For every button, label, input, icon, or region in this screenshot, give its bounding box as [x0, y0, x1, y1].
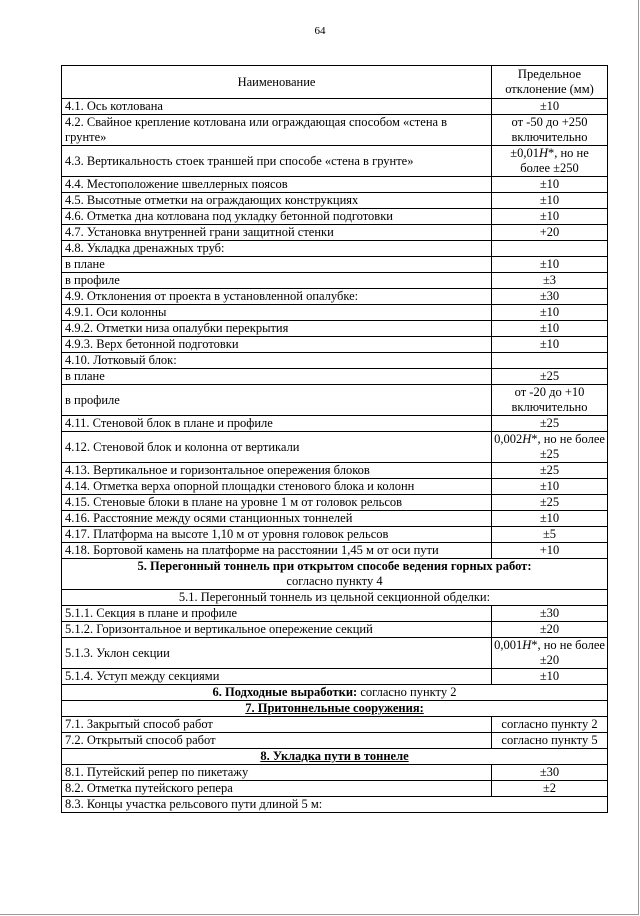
table-row — [62, 193, 608, 209]
row-value: ±25 — [492, 463, 608, 479]
row-value: ±10 — [492, 305, 608, 321]
table-row — [62, 765, 608, 781]
row-value: ±10 — [492, 337, 608, 353]
section-subtitle: согласно пункту 4 — [286, 574, 383, 588]
table-row — [62, 99, 608, 115]
table-row — [62, 543, 608, 559]
table-row — [62, 638, 608, 669]
table-row — [62, 257, 608, 273]
section-suffix: согласно пункту 2 — [357, 685, 457, 699]
row-name: 4.11. Стеновой блок в плане и профиле — [62, 416, 492, 432]
header-name: Наименование — [62, 66, 492, 99]
row-name: 4.3. Вертикальность стоек траншей при способе «стена в грунте» — [62, 146, 492, 177]
row-value: ±10 — [492, 321, 608, 337]
row-name: 4.12. Стеновой блок и колонна от вертикали — [62, 432, 492, 463]
table-row — [62, 606, 608, 622]
section-title: 5. Перегонный тоннель при открытом способе ведения горных работ: — [137, 559, 532, 573]
row-name: 5.1.2. Горизонтальное и вертикальное опережение секций — [62, 622, 492, 638]
table-row — [62, 177, 608, 193]
row-value: ±10 — [492, 257, 608, 273]
row-value: ±25 — [492, 495, 608, 511]
row-name: в плане — [62, 257, 492, 273]
row-value: ±25 — [492, 416, 608, 432]
row-name: 4.9.3. Верх бетонной подготовки — [62, 337, 492, 353]
row-name: 4.8. Укладка дренажных труб: — [62, 241, 492, 257]
row-name: 8.1. Путейский репер по пикетажу — [62, 765, 492, 781]
table-row — [62, 717, 608, 733]
table-row — [62, 289, 608, 305]
row-value: ±30 — [492, 289, 608, 305]
row-name: 5.1.1. Секция в плане и профиле — [62, 606, 492, 622]
subsection-row — [62, 797, 608, 813]
row-name: 4.9.2. Отметки низа опалубки перекрытия — [62, 321, 492, 337]
row-value: ±3 — [492, 273, 608, 289]
table-row — [62, 781, 608, 797]
table-row — [62, 527, 608, 543]
table-row — [62, 353, 608, 369]
row-name: 4.9. Отклонения от проекта в установленной опалубке: — [62, 289, 492, 305]
page-number: 64 — [314, 25, 326, 37]
row-name: в плане — [62, 369, 492, 385]
row-value: от -50 до +250 включительно — [492, 115, 608, 146]
row-value: ±30 — [492, 606, 608, 622]
row-name: в профиле — [62, 273, 492, 289]
table-row — [62, 733, 608, 749]
table-row — [62, 669, 608, 685]
table-row — [62, 321, 608, 337]
row-name: в профиле — [62, 385, 492, 416]
row-value: ±10 — [492, 99, 608, 115]
row-name: 8.2. Отметка путейского репера — [62, 781, 492, 797]
table-row — [62, 146, 608, 177]
table-row — [62, 209, 608, 225]
table-row — [62, 495, 608, 511]
section-title: 7. Притоннельные сооружения: — [245, 701, 424, 715]
row-value: согласно пункту 5 — [492, 733, 608, 749]
row-value: согласно пункту 2 — [492, 717, 608, 733]
row-name: 5.1.3. Уклон секции — [62, 638, 492, 669]
row-name: 4.10. Лотковый блок: — [62, 353, 492, 369]
row-value: ±10 — [492, 479, 608, 495]
row-name: 4.17. Платформа на высоте 1,10 м от уровня головок рельсов — [62, 527, 492, 543]
row-value: ±10 — [492, 669, 608, 685]
row-value — [492, 241, 608, 257]
subsection-title: 8.3. Концы участка рельсового пути длиной 5 м: — [62, 797, 608, 813]
row-name: 4.2. Свайное крепление котлована или ограждающая способом «стена в грунте» — [62, 115, 492, 146]
table-row — [62, 369, 608, 385]
row-name: 4.4. Местоположение швеллерных поясов — [62, 177, 492, 193]
row-name: 4.1. Ось котлована — [62, 99, 492, 115]
row-value: от -20 до +10 включительно — [492, 385, 608, 416]
table-row — [62, 416, 608, 432]
section-title: 8. Укладка пути в тоннеле — [260, 749, 409, 763]
tolerance-table — [61, 65, 608, 813]
row-name: 4.5. Высотные отметки на ограждающих конструкциях — [62, 193, 492, 209]
row-value: 0,001H*, но не более ±20 — [492, 638, 608, 669]
row-value: ±2 — [492, 781, 608, 797]
row-value: ±30 — [492, 765, 608, 781]
row-name: 7.1. Закрытый способ работ — [62, 717, 492, 733]
table-row — [62, 385, 608, 416]
row-value — [492, 353, 608, 369]
row-name: 4.15. Стеновые блоки в плане на уровне 1 м от головок рельсов — [62, 495, 492, 511]
table-header-row — [62, 66, 608, 99]
row-value: ±10 — [492, 193, 608, 209]
subsection-row — [62, 590, 608, 606]
section-row — [62, 559, 608, 590]
table-row — [62, 511, 608, 527]
section-title: 6. Подходные выработки: — [212, 685, 358, 699]
subsection-title: 5.1. Перегонный тоннель из цельной секционной обделки: — [62, 590, 608, 606]
table-row — [62, 463, 608, 479]
table-row — [62, 337, 608, 353]
row-value: ±20 — [492, 622, 608, 638]
row-value: 0,002H*, но не более ±25 — [492, 432, 608, 463]
table-row — [62, 115, 608, 146]
table-row — [62, 479, 608, 495]
row-name: 7.2. Открытый способ работ — [62, 733, 492, 749]
section-row — [62, 701, 608, 717]
row-name: 4.13. Вертикальное и горизонтальное опережения блоков — [62, 463, 492, 479]
section-row — [62, 749, 608, 765]
section-row — [62, 685, 608, 701]
row-name: 4.16. Расстояние между осями станционных тоннелей — [62, 511, 492, 527]
row-value: ±10 — [492, 511, 608, 527]
header-tolerance: Предельное отклонение (мм) — [492, 66, 608, 99]
table-row — [62, 432, 608, 463]
row-value: ±25 — [492, 369, 608, 385]
row-name: 4.9.1. Оси колонны — [62, 305, 492, 321]
row-name: 4.6. Отметка дна котлована под укладку бетонной подготовки — [62, 209, 492, 225]
row-value: ±10 — [492, 209, 608, 225]
table-row — [62, 273, 608, 289]
table-row — [62, 305, 608, 321]
table-row — [62, 622, 608, 638]
row-value: ±5 — [492, 527, 608, 543]
row-value: +10 — [492, 543, 608, 559]
row-value: ±10 — [492, 177, 608, 193]
row-name: 4.18. Бортовой камень на платформе на расстоянии 1,45 м от оси пути — [62, 543, 492, 559]
row-value: ±0,01H*, но не более ±250 — [492, 146, 608, 177]
row-name: 4.7. Установка внутренней грани защитной стенки — [62, 225, 492, 241]
table-row — [62, 241, 608, 257]
row-name: 4.14. Отметка верха опорной площадки стенового блока и колонн — [62, 479, 492, 495]
row-value: +20 — [492, 225, 608, 241]
row-name: 5.1.4. Уступ между секциями — [62, 669, 492, 685]
table-row — [62, 225, 608, 241]
